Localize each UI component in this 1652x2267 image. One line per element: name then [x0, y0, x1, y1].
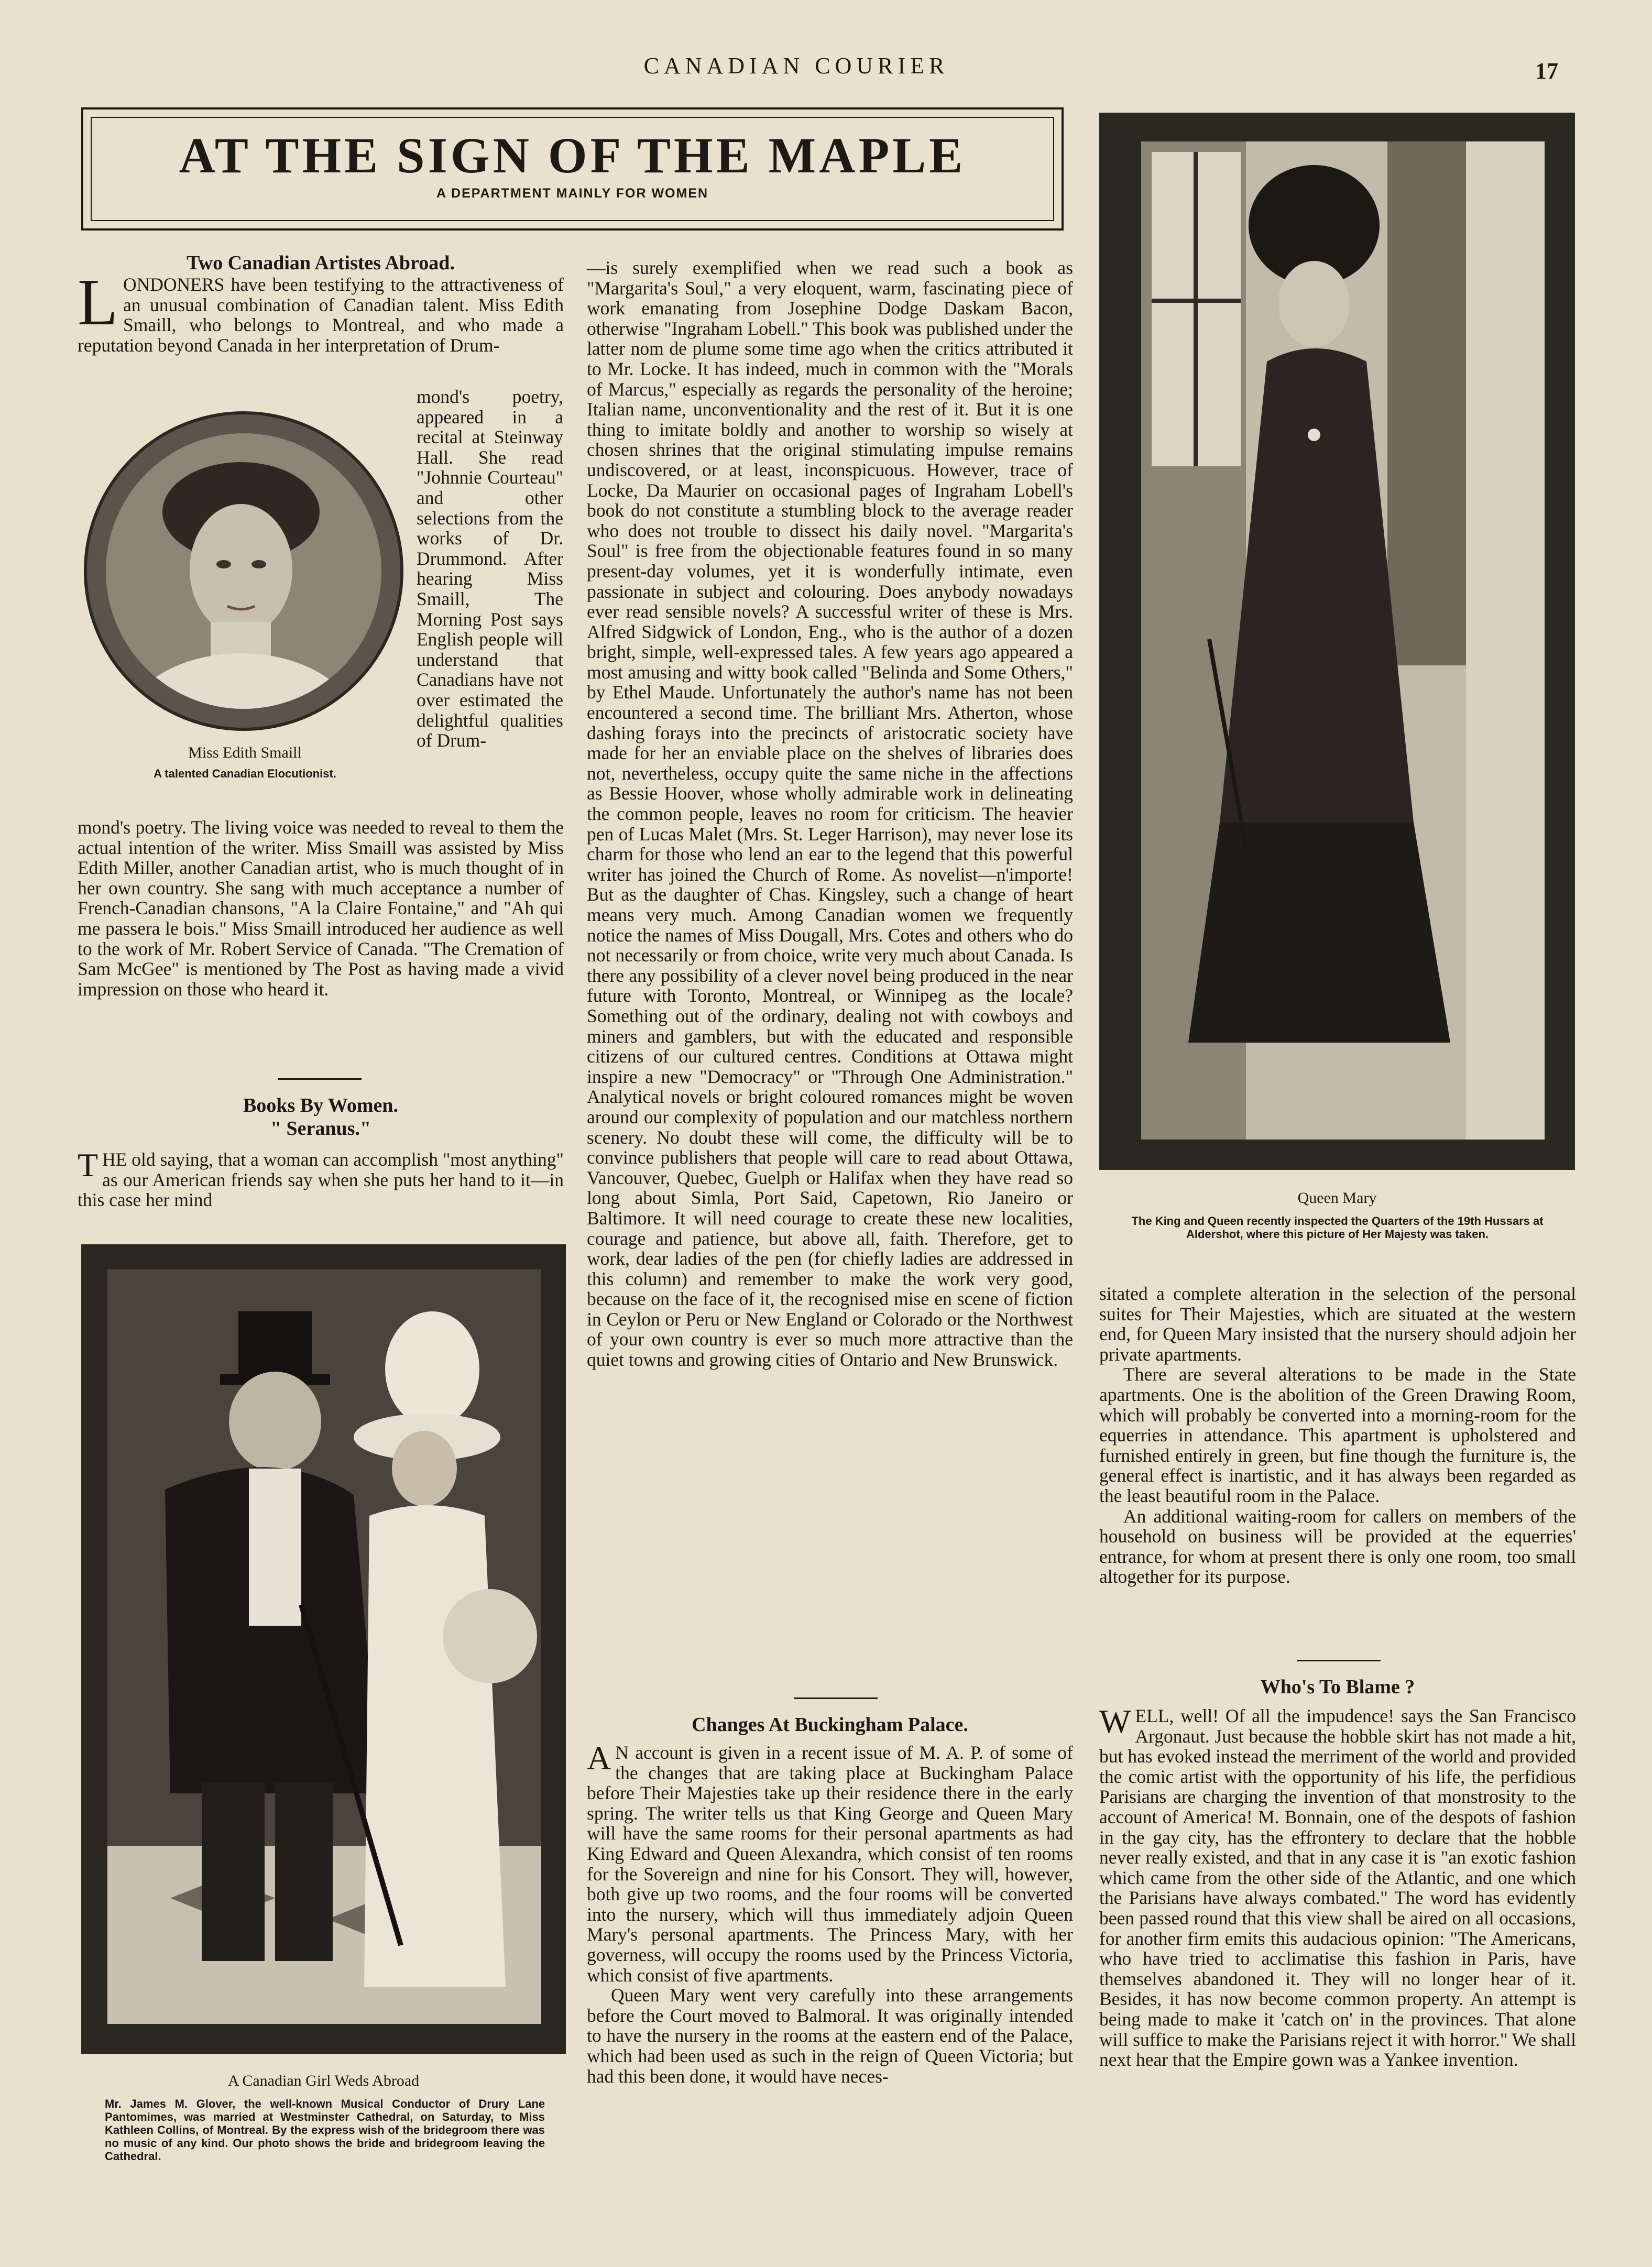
page-number: 17 [1535, 58, 1558, 84]
wedding-photo-frame [81, 1244, 566, 2054]
article-heading: Two Canadian Artistes Abroad. [187, 252, 455, 274]
running-head: CANADIAN COURIER [643, 53, 949, 79]
portrait-oval-frame [84, 411, 403, 731]
drop-cap: W [1099, 1703, 1131, 1740]
portrait-photo [106, 433, 381, 709]
article-paragraph: HE old saying, that a woman can accomplish "most anything" as our American friends say when she puts her hand to it—in this case her mind [78, 1149, 564, 1211]
portrait-figure-icon [106, 433, 381, 709]
portrait-caption-name: Miss Edith Smaill [188, 744, 302, 761]
queen-caption-text: The King and Queen recently inspected the Quarters of the 19th Hussars at Aldershot, where this picture of Her Majesty was taken. [1131, 1214, 1544, 1241]
article-paragraph: —is surely exemplified when we read such a book as "Margarita's Soul," a very eloquent, warm, fascinating piece of work emanating from Josephine Dodge Daskam Bacon, otherwise "Ingraham Lobell." This book was published under the latter nom de plume some time ago when the critics attributed it to Mr. Locke. It has indeed, much in common with the "Morals of Marcus," especially as regards the personality of the heroine; Italian name, unconventionality and the rest of it. But it is one thing to imitate boldly and another to worship so wisely at chosen shrines that the original stimulating impulse remains undiscovered, or at least, inconspicuous. However, trace of Locke, Da Maurier on occasional pages of Ingraham Lobell's book do not constitute a stumbling block to the average reader who does not trouble to dissect his daily novel. "Margarita's Soul" is free from the objectionable features found in so many present-day volumes, yet it is wonderfully intimate, even passionate in subject and colouring. Does anybody nowadays ever read sensible novels? A successful writer of these is Mrs. Alfred Sidgwick of London, Eng., who is the author of a dozen bright, simple, well-expressed tales. A few years ago appeared a most amusing and witty book called "Belinda and Some Others," by Ethel Maude. Unfortunately the author's name has not been encountered a second time. The brilliant Mrs. Atherton, whose dashing forays into the precincts of aristocratic society have made for her an enviable place on the shelves of libraries does not, nevertheless, occupy quite the same niche in the affections as Bessie Hoover, whose wholly admirable work in delineating the common people, leaves no room for criticism. The heavier pen of Lucas Malet (Mrs. St. Leger Harrison), may never lose its charm for those who lend an ear to the legend that this powerful writer has joined the Church of Rome. As novelist—n'importe! But as the daughter of Chas. Kingsley, such a change of heart means very much. Among Canadian women we frequently notice the names of Miss Dougall, Mrs. Cotes and others who do not necessarily or from choice, write very much about Canada. Is there any possibility of a clever novel being produced in the near future with Toronto, Montreal, or Winnipeg as the locale? Something out of the ordinary, dealing not with cowboys and miners and gamblers, but with the educated and responsible citizens of our cultured centres. Conditions at Ottawa might inspire a new "Democracy" or "Through One Administration." Analytical novels or bright coloured romances might be woven around our complexity of population and our matchless northern scenery. No doubt these will come, the difficulty will be to convince publishers that people will care to read about Ottawa, Vancouver, Quebec, Guelph or Halifax when they have read so long about Simla, Port Said, Capetown, Rio Janeiro or Baltimore. It will need courage to create these new localities, courage and patience, but above all, faith. Therefore, get to work, dear ladies of the pen (for chiefly ladies are addressed in this column) and remember to make the work very good, because on the face of it, the recognised mise en scene of fiction in Ceylon or Peru or New England or Colorado or the Northwest of your own country is ever so much more attractive than the quiet towns and growing cities of Ontario and New Brunswick. [587, 257, 1073, 1371]
wedding-caption-text: Mr. James M. Glover, the well-known Musical Conductor of Drury Lane Pantomimes, was married at Westminster Cathedral, on Saturday, to Miss Kathleen Collins, of Montreal. By the express wish of the bridegroom there was no music of any kind. Our photo shows the bride and bridegroom leaving the Cathedral. [105, 2097, 545, 2163]
article-paragraph: ELL, well! Of all the impudence! says the San Francisco Argonaut. Just because the hobble skirt has not made a hit, but has evoked instead the merriment of the world and provided the comic artist with the opportunity of his life, the perfidious Parisians are charging the invention of that monstrosity to the account of America! M. Bonnain, one of the despots of fashion in the gay city, has the effrontery to declare that the hobble never really existed, and that in any case it is "an exotic fashion which came from the other side of the Atlantic, and one which the Parisians have always combated." The word has evidently been passed round that this view shall be aired on all occasions, for another firm emits this audacious opinion: "The Americans, who have tried to acclimatise this fashion in Paris, have themselves abandoned it. They will no longer hear of it. Besides, it has now become common property. An attempt is being made to make it 'catch on' in the provinces. That alone will suffice to make the Parisians reject it with horror." We shall next hear that the Empire gown was a Yankee invention. [1099, 1705, 1576, 2071]
article-palace [587, 1713, 1073, 2086]
article-heading: Who's To Blame ? [1260, 1676, 1415, 1698]
article-palace-cont [1099, 1284, 1576, 1587]
queen-photo [1141, 141, 1545, 1140]
page-subtitle: A DEPARTMENT MAINLY FOR WOMEN [436, 186, 709, 201]
article-artistes-rest [78, 817, 564, 999]
article-subheading: " Seranus." [270, 1118, 371, 1140]
section-divider [794, 1697, 878, 1699]
wedding-couple-icon [107, 1269, 541, 2024]
queen-photo-frame [1099, 113, 1575, 1170]
article-books-start [78, 1094, 564, 1210]
article-paragraph: mond's poetry. The living voice was needed to reveal to them the actual intention of the writer. Miss Smaill was assisted by Miss Edith Miller, another Canadian artist, who is much thought of in her own country. She sang with much acceptance a number of French-Canadian chansons, "A la Claire Fontaine," and "Ah qui me passera le bois." Miss Smaill introduced her audience as well to the work of Mr. Robert Service of Canada. "The Cremation of Sam McGee" is mentioned by The Post as having made a vivid impression on those who heard it. [78, 817, 564, 1000]
article-books-cont [587, 258, 1073, 1370]
drop-cap: A [587, 1739, 611, 1777]
wedding-caption-title: A Canadian Girl Weds Abroad [227, 2072, 420, 2089]
article-paragraph: mond's poetry, appeared in a recital at Steinway Hall. She read "Johnnie Courteau" and other selections from the works of Dr. Drummond. After hearing Miss Smaill, The Morning Post says English people will understand that Canadians have not over estimated the delightful qualities of Drum- [417, 386, 563, 751]
page-title: AT THE SIGN OF THE MAPLE [179, 127, 966, 183]
article-paragraph: There are several alterations to be made in the State apartments. One is the abolition of the Green Drawing Room, which will probably be converted into a morning-room for the equerries in attendance. This apartment is upholstered and furnished entirely in green, but fine though the furniture is, the general effect is inartistic, and it has always been regarded as the least beautiful room in the Palace. [1099, 1364, 1576, 1506]
queen-figure-icon [1141, 141, 1545, 1140]
section-divider [278, 1078, 362, 1080]
article-paragraph: N account is given in a recent issue of M. A. P. of some of the changes that are taking place at Buckingham Palace before Their Majesties take up their residence there in the early spring. The writer tells us that King George and Queen Mary will have the same rooms for their personal apartments as had King Edward and Queen Alexandra, which consist of ten rooms for the Sovereign and nine for his Consort. They will, however, both give up two rooms, and the four rooms will be converted into the nursery, which will thus immediately adjoin Queen Mary's personal apartments. The Princess Mary, with her governess, will occupy the rooms used by the Princess Victoria, which consist of five apartments. [587, 1742, 1073, 1986]
department-title-box [81, 107, 1064, 231]
article-heading: Changes At Buckingham Palace. [692, 1714, 968, 1736]
portrait-caption-desc: A talented Canadian Elocutionist. [154, 767, 336, 780]
section-divider [1297, 1660, 1381, 1661]
article-paragraph: Queen Mary went very carefully into these arrangements before the Court moved to Balmoral. It was originally intended to have the nursery in the rooms at the eastern end of the Palace, which had been used as such in the reign of Queen Victoria; but had this been done, it would have neces- [587, 1985, 1073, 2087]
article-blame [1099, 1675, 1576, 2070]
article-paragraph: An additional waiting-room for callers on members of the household on business will be provided at the equerries' entrance, for whom at present there is only one room, too small altogether for its purpose. [1099, 1505, 1576, 1587]
article-paragraph: ONDONERS have been testifying to the attractiveness of an unusual combination of Canadian talent. Miss Edith Smaill, who belongs to Montreal, and who made a reputation beyond Canada in her interpretation of Drum- [78, 274, 564, 356]
wedding-photo [107, 1269, 541, 2024]
article-artistes [78, 251, 564, 355]
article-artistes-narrow [417, 387, 563, 751]
article-paragraph: sitated a complete alteration in the selection of the personal suites for Their Majesties, which are situated at the western end, for Queen Mary insisted that the nursery should adjoin her private apartments. [1099, 1283, 1576, 1365]
drop-cap: T [78, 1146, 99, 1184]
article-heading: Books By Women. [243, 1094, 398, 1116]
drop-cap: L [78, 266, 118, 339]
queen-caption-title: Queen Mary [1297, 1189, 1377, 1207]
